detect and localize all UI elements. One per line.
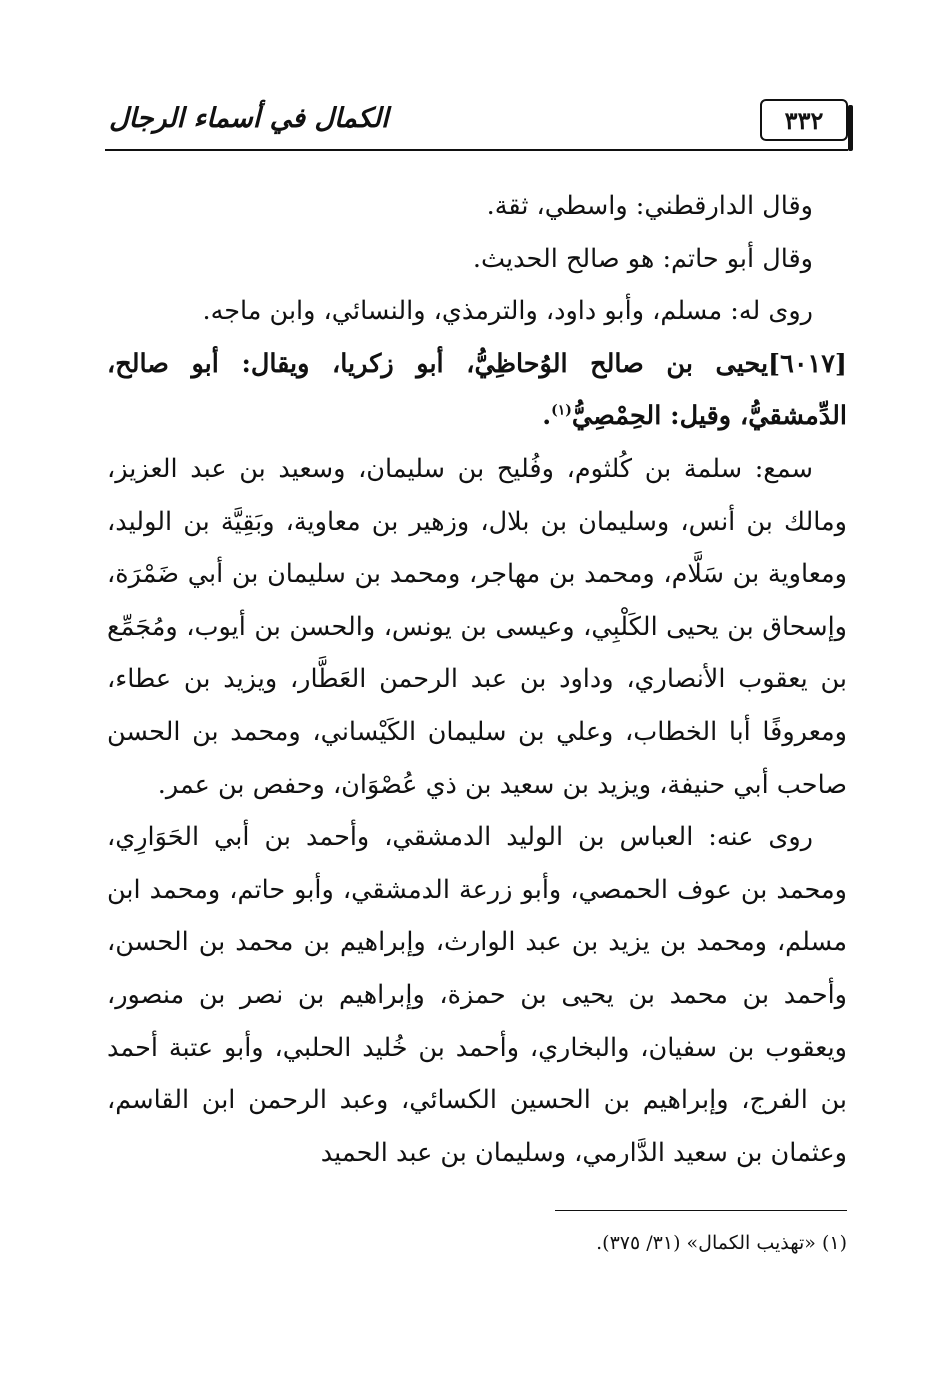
entry-heading [107, 338, 847, 443]
daraqutni-statement: وقال الدارقطني: واسطي، ثقة. [486, 191, 813, 221]
page-number: ٣٣٢ [760, 99, 848, 141]
main-text [107, 180, 847, 1179]
entry-heading-end: . [542, 401, 552, 432]
page-header [105, 95, 848, 153]
header-divider [105, 149, 848, 151]
narrated-by-paragraph: روى عنه: العباس بن الوليد الدمشقي، وأحمد بن أبي الحَوَارِي، ومحمد بن عوف الحمصي، وأبو زرعة الدمشقي، وأبو حاتم، ومحمد ابن مسلم، ومحمد بن يزيد بن عبد الوارث، وإبراهيم بن محمد بن الحسن، وأحمد بن محمد بن يحيى بن حمزة، وإبراهيم بن نصر بن منصور، ويعقوب بن سفيان، والبخاري، وأحمد بن خُليد الحلبي، وأبو عتبة أحمد بن الفرج، وإبراهيم بن الحسين الكسائي، وعبد الرحمن ابن القاسم، وعثمان بن سعيد الدَّارمي، وسليمان بن عبد الحميد [107, 822, 847, 1168]
footnote-reference: (١) [551, 402, 572, 419]
footnote-divider [555, 1210, 847, 1211]
footnote: (١) «تهذيب الكمال» (٣١/ ٣٧٥). [596, 1232, 847, 1254]
entry-number: [٦٠١٧] [768, 348, 847, 379]
entry-heading-text: يحيى بن صالح الوُحاظِيُّ، أبو زكريا، ويقال: أبو صالح، الدِّمشقيُّ، وقيل: الحِمْصِيُّ [107, 348, 847, 432]
book-title: الكمال في أسماء الرجال [109, 102, 389, 134]
abu-hatim-statement: وقال أبو حاتم: هو صالح الحديث. [472, 243, 813, 274]
heard-from-paragraph: سمع: سلمة بن كُلثوم، وفُليح بن سليمان، وسعيد بن عبد العزيز، ومالك بن أنس، وسليمان بن بلال، وزهير بن معاوية، وبَقِيَّة بن الوليد، ومعاوية بن سَلَّام، ومحمد بن مهاجر، ومحمد بن سليمان بن أبي ضَمْرَة، وإسحاق بن يحيى الكَلْبِي، وعيسى بن يونس، والحسن بن أيوب، ومُجَمِّع بن يعقوب الأنصاري، وداود بن عبد الرحمن العَطَّار، ويزيد بن عطاء، ومعروفًا أبا الخطاب، وعلي بن سليمان الكَيْساني، ومحمد بن الحسن صاحب أبي حنيفة، ويزيد بن سعيد بن ذي عُصْوَان، وحفص بن عمر. [107, 453, 847, 800]
narrators-list: روى له: مسلم، وأبو داود، والترمذي، والنسائي، وابن ماجه. [202, 296, 813, 327]
